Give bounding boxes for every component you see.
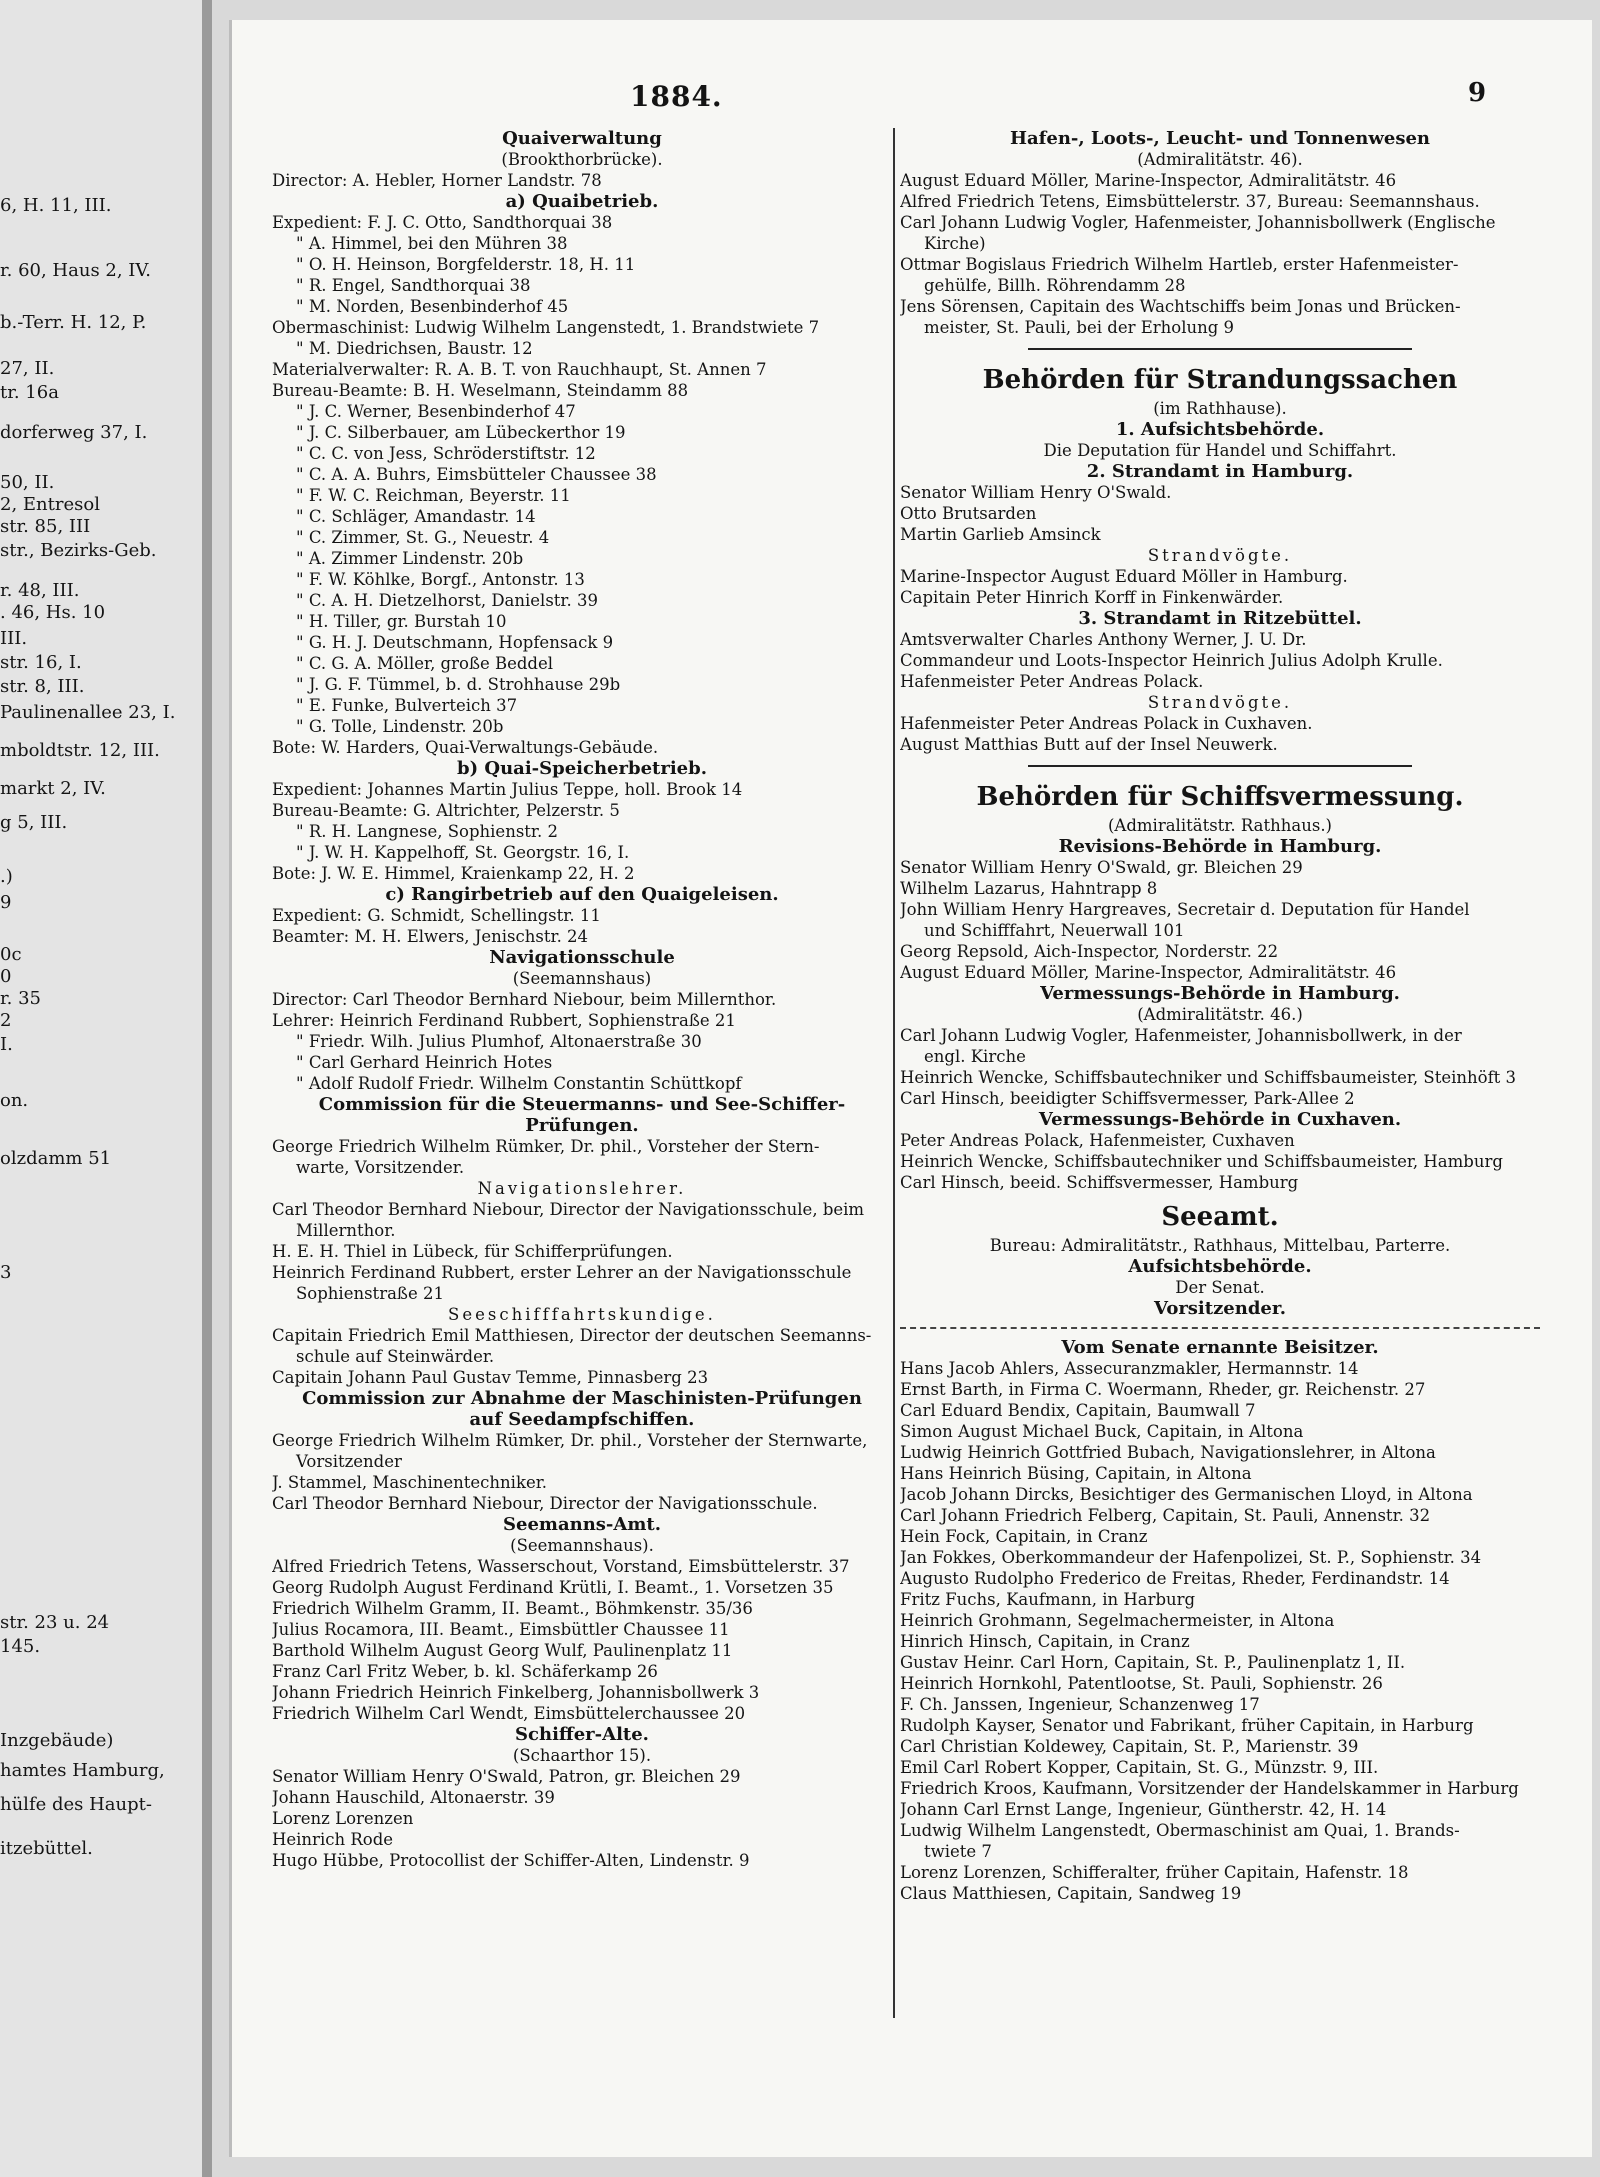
margin-line: g 5, III. [0,812,68,833]
entry-line: Lorenz Lorenzen [272,1809,414,1828]
entry-line: warte, Vorsitzender. [296,1158,465,1177]
entry-line: Heinrich Wencke, Schiffsbautechniker und Schiffsbaumeister, Hamburg [900,1152,1503,1171]
section-heading: Seeamt. [1161,1202,1279,1232]
margin-line: 50, II. [0,472,55,493]
entry-line: Bureau-Beamte: B. H. Weselmann, Steindamm 88 [272,381,689,400]
margin-line: I. [0,1034,13,1055]
entry-line: Carl Johann Ludwig Vogler, Hafenmeister, Johannisbollwerk, in der [900,1026,1462,1045]
entry-line: Peter Andreas Polack, Hafenmeister, Cuxhaven [900,1131,1295,1150]
entry-line: Heinrich Rode [272,1830,394,1849]
entry-line: Bote: J. W. E. Himmel, Kraienkamp 22, H. 2 [272,864,635,883]
entry-line: Simon August Michael Buck, Capitain, in Altona [900,1422,1304,1441]
entry-line: Julius Rocamora, III. Beamt., Eimsbüttler Chaussee 11 [272,1620,730,1639]
entry-line: Franz Carl Fritz Weber, b. kl. Schäferkamp 26 [272,1662,658,1681]
entry-line: " M. Diedrichsen, Baustr. 12 [296,339,533,358]
page-year: 1884. [630,80,723,113]
entry-line: Lorenz Lorenzen, Schifferalter, früher Capitain, Hafenstr. 18 [900,1863,1409,1882]
entry-line: Kirche) [924,234,986,253]
margin-line: 0c [0,944,22,965]
section-subheading: (Schaarthor 15). [512,1746,652,1765]
entry-line: Senator William Henry O'Swald, Patron, gr. Bleichen 29 [272,1767,741,1786]
entry-line: " A. Himmel, bei den Mühren 38 [296,234,568,253]
entry-line: Heinrich Hornkohl, Patentlootse, St. Pauli, Sophienstr. 26 [900,1674,1383,1693]
entry-line: " G. Tolle, Lindenstr. 20b [296,717,504,736]
margin-line: str., Bezirks-Geb. [0,540,157,561]
entry-line: " H. Tiller, gr. Burstah 10 [296,612,507,631]
entry-line: August Eduard Möller, Marine-Inspector, Admiralitätstr. 46 [900,963,1397,982]
margin-line: str. 16, I. [0,652,82,673]
entry-line: " M. Norden, Besenbinderhof 45 [296,297,569,316]
margin-line: 0 [0,966,12,987]
margin-line: 2 [0,1010,12,1031]
entry-line: Bote: W. Harders, Quai-Verwaltungs-Gebäude. [272,738,659,757]
entry-line: " J. W. H. Kappelhoff, St. Georgstr. 16, I. [296,843,630,862]
section-subheading: Navigationslehrer. [477,1179,687,1198]
entry-line: Fritz Fuchs, Kaufmann, in Harburg [900,1590,1196,1609]
entry-line: " O. H. Heinson, Borgfelderstr. 18, H. 11 [296,255,636,274]
entry-line: Rudolph Kayser, Senator und Fabrikant, früher Capitain, in Harburg [900,1716,1474,1735]
entry-line: " R. Engel, Sandthorquai 38 [296,276,531,295]
entry-line: Senator William Henry O'Swald, gr. Bleichen 29 [900,858,1303,877]
entry-line: Jens Sörensen, Capitain des Wachtschiffs beim Jonas und Brücken- [900,297,1461,316]
entry-line: F. Ch. Janssen, Ingenieur, Schanzenweg 17 [900,1695,1260,1714]
margin-line: . 46, Hs. 10 [0,602,106,623]
margin-line: str. 8, III. [0,676,85,697]
entry-line: Friedrich Wilhelm Gramm, II. Beamt., Böhmkenstr. 35/36 [272,1599,753,1618]
entry-line: Expedient: F. J. C. Otto, Sandthorquai 38 [272,213,613,232]
section-subheading: Die Deputation für Handel und Schiffahrt. [1043,441,1397,460]
margin-line: 2, Entresol [0,494,100,515]
margin-line: r. 48, III. [0,580,80,601]
margin-line: hamtes Hamburg, [0,1760,165,1781]
margin-line: 145. [0,1636,41,1657]
entry-line: Carl Johann Friedrich Felberg, Capitain, St. Pauli, Annenstr. 32 [900,1506,1431,1525]
entry-line: Capitain Johann Paul Gustav Temme, Pinnasberg 23 [272,1368,709,1387]
entry-line: Carl Theodor Bernhard Niebour, Director der Navigationsschule. [272,1494,818,1513]
margin-line: on. [0,1090,29,1111]
section-heading: Vermessungs-Behörde in Hamburg. [1040,983,1400,1004]
entry-line: Wilhelm Lazarus, Hahntrapp 8 [900,879,1158,898]
entry-line: Lehrer: Heinrich Ferdinand Rubbert, Sophienstraße 21 [272,1011,736,1030]
entry-line: Johann Carl Ernst Lange, Ingenieur, Güntherstr. 42, H. 14 [900,1800,1387,1819]
section-subheading: (Admiralitätstr. Rathhaus.) [1107,816,1332,835]
entry-line: Augusto Rudolpho Frederico de Freitas, Rheder, Ferdinandstr. 14 [900,1569,1450,1588]
entry-line: George Friedrich Wilhelm Rümker, Dr. phil., Vorsteher der Sternwarte, [272,1431,868,1450]
entry-line: Expedient: Johannes Martin Julius Teppe, holl. Brook 14 [272,780,743,799]
margin-line: dorferweg 37, I. [0,422,148,443]
left-column [272,128,892,1871]
entry-line: Alfred Friedrich Tetens, Eimsbüttelerstr. 37, Bureau: Seemannshaus. [900,192,1480,211]
section-subheading: (Seemannshaus) [512,969,652,988]
margin-line: Paulinenallee 23, I. [0,702,176,723]
entry-line: Carl Hinsch, beeid. Schiffsvermesser, Hamburg [900,1173,1299,1192]
entry-line: engl. Kirche [924,1047,1026,1066]
entry-line: Hans Jacob Ahlers, Assecuranzmakler, Hermannstr. 14 [900,1359,1359,1378]
section-heading: Seemanns-Amt. [503,1514,661,1535]
entry-line: John William Henry Hargreaves, Secretair d. Deputation für Handel [900,900,1470,919]
margin-line: str. 23 u. 24 [0,1612,110,1633]
margin-line: 27, II. [0,358,55,379]
entry-line: meister, St. Pauli, bei der Erholung 9 [924,318,1235,337]
entry-line: " R. H. Langnese, Sophienstr. 2 [296,822,558,841]
entry-line: Ernst Barth, in Firma C. Woermann, Rheder, gr. Reichenstr. 27 [900,1380,1426,1399]
entry-line: Carl Hinsch, beeidigter Schiffsvermesser, Park-Allee 2 [900,1089,1355,1108]
entry-line: Marine-Inspector August Eduard Möller in Hamburg. [900,567,1348,586]
entry-line: H. E. H. Thiel in Lübeck, für Schifferprüfungen. [272,1242,673,1261]
entry-line: Materialverwalter: R. A. B. T. von Rauchhaupt, St. Annen 7 [272,360,767,379]
section-heading: 3. Strandamt in Ritzebüttel. [1078,608,1362,629]
entry-line: Director: A. Hebler, Horner Landstr. 78 [272,171,602,190]
entry-line: " J. C. Werner, Besenbinderhof 47 [296,402,576,421]
entry-line: Alfred Friedrich Tetens, Wasserschout, Vorstand, Eimsbüttelerstr. 37 [272,1557,850,1576]
entry-line: twiete 7 [924,1842,992,1861]
entry-line: Jan Fokkes, Oberkommandeur der Hafenpolizei, St. P., Sophienstr. 34 [900,1548,1482,1567]
entry-line: Gustav Heinr. Carl Horn, Capitain, St. P., Paulinenplatz 1, II. [900,1653,1406,1672]
entry-line: Hein Fock, Capitain, in Cranz [900,1527,1148,1546]
entry-line: " C. Schläger, Amandastr. 14 [296,507,536,526]
column-divider [893,128,895,2018]
margin-line: Inzgebäude) [0,1730,114,1751]
entry-line: Millernthor. [296,1221,396,1240]
entry-line: " Carl Gerhard Heinrich Hotes [296,1053,553,1072]
section-subheading: Strandvögte. [1147,546,1293,565]
section-heading: c) Rangirbetrieb auf den Quaigeleisen. [385,884,779,905]
entry-line: Obermaschinist: Ludwig Wilhelm Langenstedt, 1. Brandstwiete 7 [272,318,820,337]
entry-line: Heinrich Ferdinand Rubbert, erster Lehrer an der Navigationsschule [272,1263,852,1282]
entry-line: " C. C. von Jess, Schröderstiftstr. 12 [296,444,596,463]
margin-line: .) [0,866,13,887]
section-subheading: (Admiralitätstr. 46). [1137,150,1303,169]
entry-line: gehülfe, Billh. Röhrendamm 28 [924,276,1186,295]
margin-line: III. [0,628,28,649]
margin-line: b.-Terr. H. 12, P. [0,312,147,333]
previous-page-edge [0,0,212,2177]
section-subheading: Strandvögte. [1147,693,1293,712]
margin-line: str. 85, III [0,516,91,537]
entry-line: Otto Brutsarden [900,504,1037,523]
entry-line: Carl Theodor Bernhard Niebour, Director der Navigationsschule, beim [272,1200,865,1219]
entry-line: " Friedr. Wilh. Julius Plumhof, Altonaerstraße 30 [296,1032,702,1051]
section-heading: Vermessungs-Behörde in Cuxhaven. [1038,1109,1402,1130]
entry-line: und Schifffahrt, Neuerwall 101 [924,921,1185,940]
entry-line: Carl Christian Koldewey, Capitain, St. P., Marienstr. 39 [900,1737,1359,1756]
margin-line: r. 60, Haus 2, IV. [0,260,151,281]
entry-line: Ludwig Heinrich Gottfried Bubach, Navigationslehrer, in Altona [900,1443,1436,1462]
entry-line: Carl Eduard Bendix, Capitain, Baumwall 7 [900,1401,1256,1420]
margin-line: olzdamm 51 [0,1148,112,1169]
margin-line: 3 [0,1262,12,1283]
entry-line: Ottmar Bogislaus Friedrich Wilhelm Hartleb, erster Hafenmeister- [900,255,1459,274]
entry-line: Senator William Henry O'Swald. [900,483,1172,502]
entry-line: J. Stammel, Maschinentechniker. [272,1473,548,1492]
section-heading: b) Quai-Speicherbetrieb. [457,758,707,779]
section-heading: Hafen-, Loots-, Leucht- und Tonnenwesen [1009,128,1431,149]
margin-line: itzebüttel. [0,1838,93,1859]
entry-line: Bureau-Beamte: G. Altrichter, Pelzerstr. 5 [272,801,620,820]
entry-line: Vorsitzender [296,1452,402,1471]
entry-line: Beamter: M. H. Elwers, Jenischstr. 24 [272,927,589,946]
entry-line: Hafenmeister Peter Andreas Polack in Cuxhaven. [900,714,1313,733]
entry-line: Heinrich Grohmann, Segelmachermeister, in Altona [900,1611,1335,1630]
entry-line: " E. Funke, Bulverteich 37 [296,696,518,715]
right-column [900,128,1540,1904]
entry-line: Sophienstraße 21 [296,1284,444,1303]
section-subheading: Der Senat. [1175,1278,1265,1297]
entry-line: " C. Zimmer, St. G., Neuestr. 4 [296,528,550,547]
section-heading: Commission für die Steuermanns- und See-Schiffer- [318,1094,846,1115]
section-subheading: (im Rathhause). [1153,399,1287,418]
entry-line: Hafenmeister Peter Andreas Polack. [900,672,1204,691]
entry-line: Martin Garlieb Amsinck [900,525,1101,544]
section-heading: Commission zur Abnahme der Maschinisten-Prüfungen [302,1388,862,1409]
margin-line: mboldtstr. 12, III. [0,740,160,761]
entry-line: Capitain Friedrich Emil Matthiesen, Director der deutschen Seemanns- [272,1326,872,1345]
entry-line: Heinrich Wencke, Schiffsbautechniker und Schiffsbaumeister, Steinhöft 3 [900,1068,1517,1087]
page-number: 9 [1468,78,1487,108]
entry-line: Commandeur und Loots-Inspector Heinrich Julius Adolph Krulle. [900,651,1443,670]
entry-line: Ludwig Wilhelm Langenstedt, Obermaschinist am Quai, 1. Brands- [900,1821,1460,1840]
entry-line: Hinrich Hinsch, Capitain, in Cranz [900,1632,1190,1651]
margin-line: hülfe des Haupt- [0,1794,152,1815]
section-heading: Prüfungen. [525,1115,639,1136]
section-heading: Behörden für Schiffsvermessung. [976,782,1464,812]
entry-line: Hans Heinrich Büsing, Capitain, in Altona [900,1464,1252,1483]
entry-line: Expedient: G. Schmidt, Schellingstr. 11 [272,906,601,925]
entry-line: " C. A. A. Buhrs, Eimsbütteler Chaussee 38 [296,465,657,484]
entry-line: Friedrich Kroos, Kaufmann, Vorsitzender der Handelskammer in Harburg [900,1779,1519,1798]
entry-line: Jacob Johann Dircks, Besichtiger des Germanischen Lloyd, in Altona [900,1485,1473,1504]
entry-line: Carl Johann Ludwig Vogler, Hafenmeister, Johannisbollwerk (Englische [900,213,1496,232]
entry-line: Georg Rudolph August Ferdinand Krütli, I. Beamt., 1. Vorsetzen 35 [272,1578,834,1597]
entry-line: " F. W. C. Reichman, Beyerstr. 11 [296,486,571,505]
section-heading: auf Seedampfschiffen. [469,1409,695,1430]
margin-line: tr. 16a [0,382,59,403]
margin-line: r. 35 [0,988,41,1009]
entry-line: " C. A. H. Dietzelhorst, Danielstr. 39 [296,591,598,610]
entry-line: Johann Hauschild, Altonaerstr. 39 [272,1788,555,1807]
entry-line: " J. C. Silberbauer, am Lübeckerthor 19 [296,423,626,442]
entry-line: Barthold Wilhelm August Georg Wulf, Paulinenplatz 11 [272,1641,733,1660]
entry-line: " A. Zimmer Lindenstr. 20b [296,549,524,568]
entry-line: August Eduard Möller, Marine-Inspector, Admiralitätstr. 46 [900,171,1397,190]
entry-line: Georg Repsold, Aich-Inspector, Norderstr. 22 [900,942,1279,961]
margin-line: markt 2, IV. [0,778,106,799]
section-rule [1028,765,1412,767]
entry-line: Amtsverwalter Charles Anthony Werner, J. U. Dr. [900,630,1307,649]
section-heading: 1. Aufsichtsbehörde. [1115,419,1325,440]
entry-line: Director: Carl Theodor Bernhard Niebour, beim Millernthor. [272,990,777,1009]
margin-line: 9 [0,892,12,913]
entry-line: Claus Matthiesen, Capitain, Sandweg 19 [900,1884,1242,1903]
section-rule [1028,348,1412,350]
section-heading: 2. Strandamt in Hamburg. [1086,461,1354,482]
entry-line: " C. G. A. Möller, große Beddel [296,654,554,673]
section-heading: Schiffer-Alte. [515,1724,649,1745]
section-subheading: (Seemannshaus). [510,1536,654,1555]
entry-line: August Matthias Butt auf der Insel Neuwerk. [900,735,1278,754]
entry-line: " Adolf Rudolf Friedr. Wilhelm Constantin Schüttkopf [296,1074,742,1093]
margin-line: 6, H. 11, III. [0,195,112,216]
section-heading: a) Quaibetrieb. [505,191,659,212]
entry-line: Emil Carl Robert Kopper, Capitain, St. G., Münzstr. 9, III. [900,1758,1379,1777]
entry-line: Capitain Peter Hinrich Korff in Finkenwärder. [900,588,1284,607]
section-heading: Behörden für Strandungssachen [982,365,1458,395]
entry-line: Johann Friedrich Heinrich Finkelberg, Johannisbollwerk 3 [272,1683,760,1702]
section-subheading: Bureau: Admiralitätstr., Rathhaus, Mittelbau, Parterre. [989,1236,1451,1255]
section-heading: Vorsitzender. [1154,1298,1286,1319]
entry-line: George Friedrich Wilhelm Rümker, Dr. phil., Vorsteher der Stern- [272,1137,820,1156]
dashed-line [900,1327,1540,1329]
entry-line: " J. G. F. Tümmel, b. d. Strohhause 29b [296,675,621,694]
section-heading: Vom Senate ernannte Beisitzer. [1061,1337,1379,1358]
entry-line: " G. H. J. Deutschmann, Hopfensack 9 [296,633,614,652]
section-heading: Quaiverwaltung [502,128,662,149]
entry-line: " F. W. Köhlke, Borgf., Antonstr. 13 [296,570,585,589]
section-subheading: Seeschifffahrtskundige. [448,1305,716,1324]
entry-line: Hugo Hübbe, Protocollist der Schiffer-Alten, Lindenstr. 9 [272,1851,750,1870]
entry-line: schule auf Steinwärder. [296,1347,495,1366]
section-heading: Revisions-Behörde in Hamburg. [1058,836,1382,857]
entry-line: Friedrich Wilhelm Carl Wendt, Eimsbüttelerchaussee 20 [272,1704,746,1723]
section-subheading: (Brookthorbrücke). [501,150,663,169]
section-heading: Aufsichtsbehörde. [1128,1256,1312,1277]
section-subheading: (Admiralitätstr. 46.) [1137,1005,1303,1024]
section-heading: Navigationsschule [489,947,675,968]
